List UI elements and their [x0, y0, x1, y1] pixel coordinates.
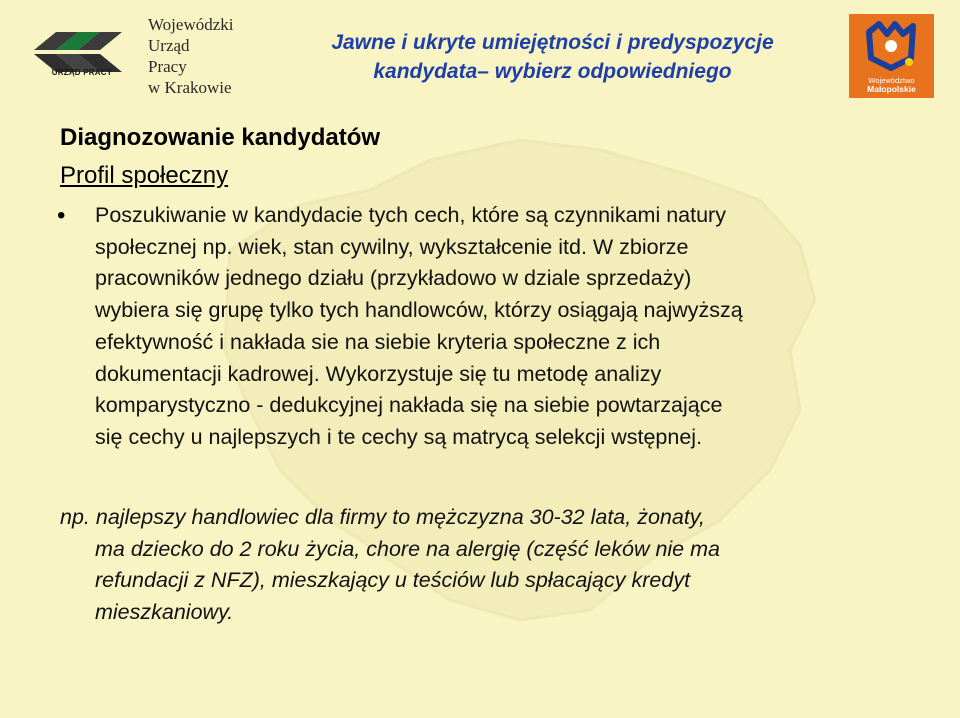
example-line: refundacji z NFZ), mieszkający u teściów lub spłacający kredyt — [95, 568, 691, 593]
section-heading: Diagnozowanie kandydatów — [60, 124, 381, 151]
paragraph-line: wybiera się grupę tylko tych handlowców, którzy osiągają najwyższą — [95, 298, 743, 323]
malopolska-caption-line1: Województwo — [868, 76, 915, 85]
logo-name-line: Pracy — [148, 57, 187, 76]
paragraph-line: się cechy u najlepszych i te cechy są matrycą selekcji wstępnej. — [95, 424, 703, 449]
malopolska-logo — [849, 14, 934, 98]
section-subheading: Profil społeczny — [60, 162, 229, 189]
logo-name-line: w Krakowie — [148, 78, 232, 97]
paragraph-line: efektywność i nakłada sie na siebie kryteria społeczne z ich — [95, 329, 661, 354]
malopolska-emblem-icon — [859, 18, 923, 74]
malopolska-caption — [849, 76, 934, 94]
bullet-paragraph — [95, 200, 915, 454]
paragraph-line: dokumentacji kadrowej. Wykorzystuje się tu metodę analizy — [95, 361, 662, 386]
example-line: mieszkaniowy. — [95, 600, 234, 625]
urzad-pracy-emblem-icon — [28, 20, 133, 90]
paragraph-line: komparystyczno - dedukcyjnej nakłada się na siebie powtarzające — [95, 393, 723, 418]
slide-title-line: kandydata– wybierz odpowiedniego — [373, 60, 732, 83]
malopolska-caption-line2: Małopolskie — [867, 84, 916, 94]
example-line: np. najlepszy handlowiec dla firmy to mężczyzna 30-32 lata, żonaty, — [60, 505, 705, 529]
logo-name-line: Urząd — [148, 36, 190, 55]
paragraph-line: Poszukiwanie w kandydacie tych cech, które są czynnikami natury — [95, 203, 726, 227]
example-line: ma dziecko do 2 roku życia, chore na alergię (część leków nie ma — [95, 536, 720, 561]
logo-name-line: Wojewódzki — [148, 15, 234, 34]
bullet-icon: • — [57, 202, 66, 229]
paragraph-line: pracowników jednego działu (przykładowo w dziale sprzedaży) — [95, 266, 692, 291]
urzad-pracy-name — [148, 14, 258, 98]
urzad-pracy-caption: URZĄD PRACY — [51, 68, 113, 77]
paragraph-line: społecznej np. wiek, stan cywilny, wykształcenie itd. W zbiorze — [95, 234, 689, 259]
urzad-pracy-logo — [28, 14, 253, 100]
example-paragraph — [60, 502, 920, 629]
slide-title — [280, 28, 825, 86]
slide-title-line: Jawne i ukryte umiejętności i predyspozycje — [331, 31, 774, 54]
